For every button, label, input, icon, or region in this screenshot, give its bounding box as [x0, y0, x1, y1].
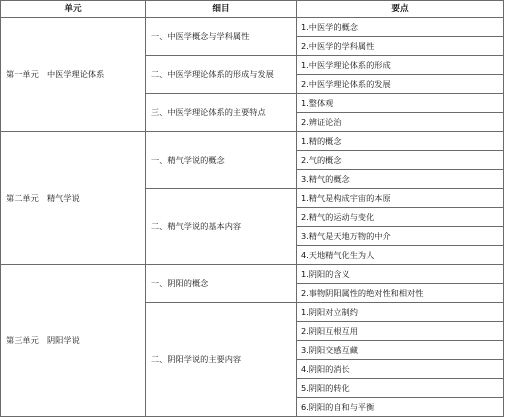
table-row	[1, 18, 504, 37]
point-cell: 2.精气的运动与变化	[297, 208, 504, 227]
point-cell: 1.阴阳对立制约	[297, 303, 504, 322]
point-cell: 6.阴阳的自和与平衡	[297, 398, 504, 417]
item-cell: 二、阴阳学说的主要内容	[146, 303, 297, 417]
header-point: 要点	[297, 1, 504, 18]
table-row	[1, 132, 504, 151]
point-cell: 1.整体观	[297, 94, 504, 113]
point-cell: 1.阴阳的含义	[297, 265, 504, 284]
point-cell: 2.中医学的学科属性	[297, 37, 504, 56]
point-cell: 1.中医学的概念	[297, 18, 504, 37]
header-row	[1, 1, 504, 18]
item-cell: 二、精气学说的基本内容	[146, 189, 297, 265]
item-cell: 一、精气学说的概念	[146, 132, 297, 189]
point-cell: 2.辨证论治	[297, 113, 504, 132]
unit-cell: 第二单元 精气学说	[1, 132, 146, 265]
table-row	[1, 265, 504, 284]
point-cell: 1.中医学理论体系的形成	[297, 56, 504, 75]
point-cell: 2.阴阳互根互用	[297, 322, 504, 341]
point-cell: 3.精气是天地万物的中介	[297, 227, 504, 246]
point-cell: 3.精气的概念	[297, 170, 504, 189]
point-cell: 2.事物阴阳属性的绝对性和相对性	[297, 284, 504, 303]
point-cell: 2.气的概念	[297, 151, 504, 170]
unit-cell: 第一单元 中医学理论体系	[1, 18, 146, 132]
point-cell: 4.天地精气化生为人	[297, 246, 504, 265]
item-cell: 一、阴阳的概念	[146, 265, 297, 303]
item-cell: 二、中医学理论体系的形成与发展	[146, 56, 297, 94]
point-cell: 4.阴阳的消长	[297, 360, 504, 379]
point-cell: 2.中医学理论体系的发展	[297, 75, 504, 94]
item-cell: 三、中医学理论体系的主要特点	[146, 94, 297, 132]
unit-cell: 第三单元 阴阳学说	[1, 265, 146, 417]
item-cell: 一、中医学概念与学科属性	[146, 18, 297, 56]
point-cell: 5.阴阳的转化	[297, 379, 504, 398]
point-cell: 1.精气是构成宇宙的本原	[297, 189, 504, 208]
point-cell: 3.阴阳交感互藏	[297, 341, 504, 360]
header-item: 细目	[146, 1, 297, 18]
header-unit: 单元	[1, 1, 146, 18]
point-cell: 1.精的概念	[297, 132, 504, 151]
